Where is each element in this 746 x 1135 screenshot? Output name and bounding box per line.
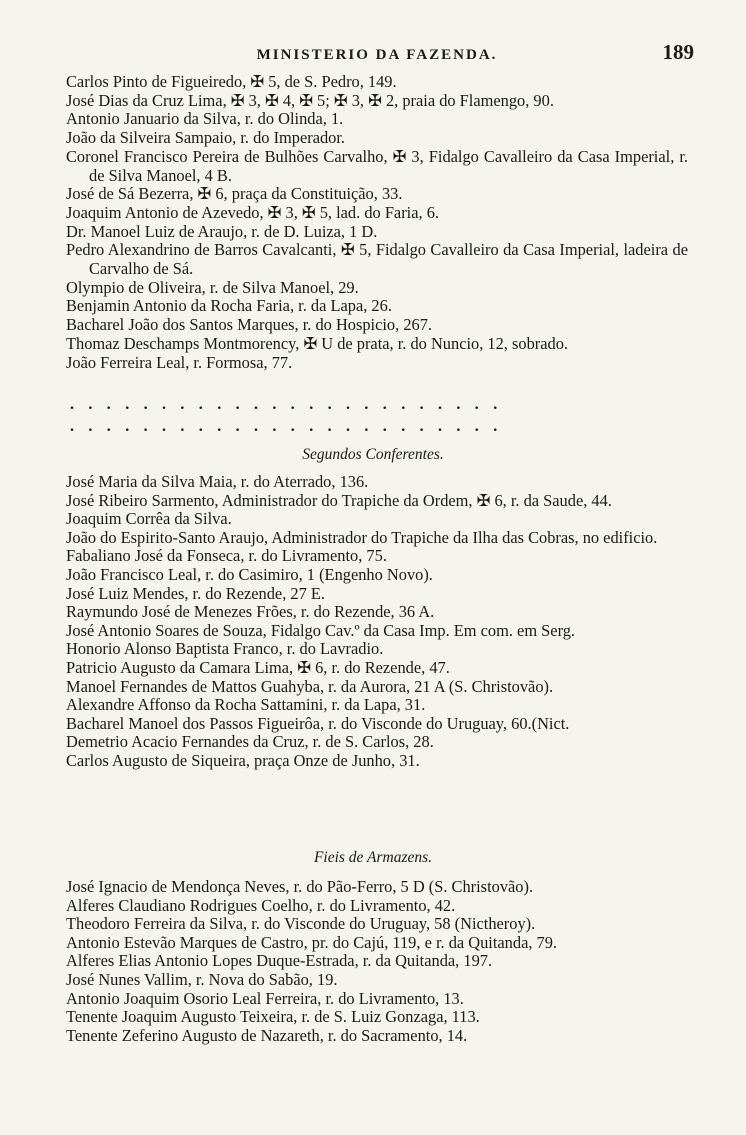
entry: Tenente Zeferino Augusto de Nazareth, r. do Sacramento, 14. [66, 1025, 468, 1045]
ellipsis-divider [70, 394, 684, 438]
entry: Honorio Alonso Baptista Franco, r. do Lavradio. [66, 639, 384, 659]
entry: Benjamin Antonio da Rocha Faria, r. da Lapa, 26. [66, 296, 392, 316]
entry: José Luiz Mendes, r. do Rezende, 27 E. [66, 583, 326, 603]
entry: João da Silveira Sampaio, r. do Imperador. [66, 128, 346, 148]
entry: Fabaliano José da Fonseca, r. do Livramento, 75. [66, 546, 387, 566]
entry: José Maria da Silva Maia, r. do Aterrado, 136. [66, 472, 369, 491]
section-heading-fieis-de-armazens: Fieis de Armazens. [313, 849, 433, 866]
entry: José Ribeiro Sarmento, Administrador do Trapiche da Ordem, ✠ 6, r. da Saude, 44. [66, 490, 612, 510]
entry: Bacharel João dos Santos Marques, r. do Hospicio, 267. [66, 315, 433, 335]
entry: José Dias da Cruz Lima, ✠ 3, ✠ 4, ✠ 5; ✠ 3, ✠ 2, praia do Flamengo, 90. [66, 90, 554, 110]
page-header [60, 40, 694, 74]
entry: Alexandre Affonso da Rocha Sattamini, r. da Lapa, 31. [66, 695, 426, 715]
entry: Raymundo José de Menezes Frões, r. do Rezende, 36 A. [66, 602, 435, 622]
entry: Tenente Joaquim Augusto Teixeira, r. de S. Luiz Gonzaga, 113. [66, 1007, 480, 1027]
section-fieis-de-armazens-list [66, 878, 688, 1045]
entry: Antonio Estevão Marques de Castro, pr. do Cajú, 119, e r. da Quitanda, 79. [66, 932, 558, 952]
entry: João Francisco Leal, r. do Casimiro, 1 (Engenho Novo). [66, 564, 433, 584]
entry: Demetrio Acacio Fernandes da Cruz, r. de S. Carlos, 28. [66, 732, 434, 752]
running-title: MINISTERIO DA FAZENDA. [256, 47, 498, 63]
entry: João Ferreira Leal, r. Formosa, 77. [66, 352, 293, 372]
dots-line: ........................ [70, 396, 512, 413]
entry: Alferes Elias Antonio Lopes Duque-Estrada, r. da Quitanda, 197. [66, 951, 493, 971]
entry: Carlos Pinto de Figueiredo, ✠ 5, de S. Pedro, 149. [66, 72, 397, 91]
entry: Patricio Augusto da Camara Lima, ✠ 6, r. do Rezende, 47. [66, 657, 450, 677]
entry: José Antonio Soares de Souza, Fidalgo Cav.º da Casa Imp. Em com. em Serg. [66, 620, 576, 640]
entry: José Ignacio de Mendonça Neves, r. do Pão-Ferro, 5 D (S. Christovão). [66, 877, 534, 896]
section-segundos-conferentes-list [66, 473, 688, 771]
dots-line: ........................ [70, 418, 512, 435]
entry: Dr. Manoel Luiz de Araujo, r. de D. Luiza, 1 D. [66, 221, 378, 241]
entry: Thomaz Deschamps Montmorency, ✠ U de prata, r. do Nuncio, 12, sobrado. [66, 333, 568, 353]
page-number: 189 [662, 40, 694, 64]
entry: José Nunes Vallim, r. Nova do Sabão, 19. [66, 969, 338, 989]
section-primeiros-list [66, 73, 688, 372]
section-heading-segundos-conferentes: Segundos Conferentes. [302, 446, 444, 463]
entry: José de Sá Bezerra, ✠ 6, praça da Constituição, 33. [66, 184, 403, 204]
entry: Alferes Claudiano Rodrigues Coelho, r. do Livramento, 42. [66, 895, 456, 915]
entry: Antonio Januario da Silva, r. do Olinda, 1. [66, 109, 344, 129]
entry: Antonio Joaquim Osorio Leal Ferreira, r. do Livramento, 13. [66, 988, 464, 1008]
entry: Coronel Francisco Pereira de Bulhões Carvalho, ✠ 3, Fidalgo Cavalleiro da Casa Imperial, r. de Silva Manoel, 4 B. [66, 146, 688, 185]
entry: Theodoro Ferreira da Silva, r. do Visconde do Uruguay, 58 (Nictheroy). [66, 914, 536, 934]
entry: Joaquim Antonio de Azevedo, ✠ 3, ✠ 5, lad. do Faria, 6. [66, 202, 439, 222]
entry: Olympio de Oliveira, r. de Silva Manoel, 29. [66, 277, 359, 297]
entry: João do Espirito-Santo Araujo, Administrador do Trapiche da Ilha das Cobras, no edificio. [66, 527, 658, 547]
entry: Manoel Fernandes de Mattos Guahyba, r. da Aurora, 21 A (S. Christovão). [66, 676, 554, 696]
entry: Pedro Alexandrino de Barros Cavalcanti, ✠ 5, Fidalgo Cavalleiro da Casa Imperial, ladeira de Carvalho de Sá. [66, 240, 688, 279]
entry: Joaquim Corrêa da Silva. [66, 509, 232, 529]
entry: Bacharel Manoel dos Passos Figueirôa, r. do Visconde do Uruguay, 60.(Nict. [66, 713, 570, 733]
entry: Carlos Augusto de Siqueira, praça Onze de Junho, 31. [66, 750, 420, 770]
